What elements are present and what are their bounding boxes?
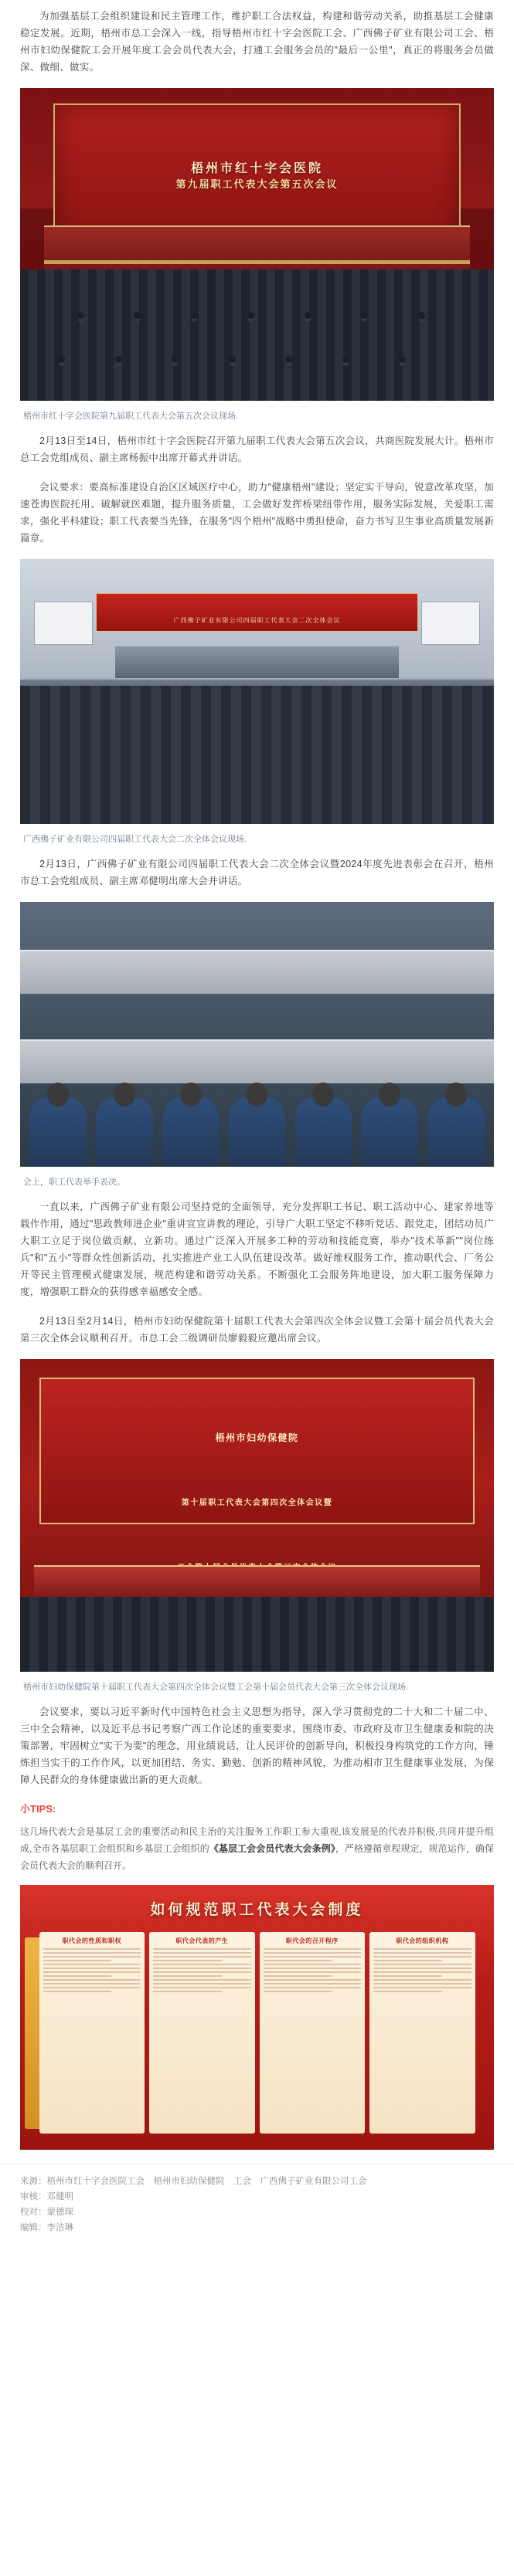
footer-editor [20, 2220, 494, 2235]
block-fozi-mining [0, 559, 514, 1301]
footer-review-label: 审核： [20, 2191, 47, 2201]
projection-screen-right [421, 602, 480, 646]
paragraph: 会议要求，要以习近平新时代中国特色社会主义思想为指导，深入学习贯彻党的二十大和二十届二中、三中全会精神，以及近平总书记考察广西工作论述的重要要求，围绕市委、市政府及市卫生健康委和院的决策部署，牢固树立"实干为要"的理念，用业绩说话，让人民评价的创新导向，积极投身构筑党的工作方向，锤炼担当实干的工作作风，以更加团结、务实、勤勉、创新的精神风貌，为推动相市卫生健康事业发展，为保障人民群众的身体健康做出新的更大贡献。 [20, 1706, 494, 1785]
projection-screen-left [34, 602, 93, 646]
photo-caption: 梧州市妇幼保健院第十届职工代表大会第四次全体会议暨工会第十届会员代表大会第三次全体会议现场. [23, 1682, 409, 1692]
worker-congress-system-poster-card [20, 1885, 494, 2150]
paragraph: 会议要求：要高标准建设自治区区域医疗中心，助力"健康梧州"建设；坚定实干导向，锐意改革攻坚，加速苍海医院托用、破解就医难题，提升服务质量，工会做好发挥桥梁纽带作用，服务实际发展，关爱职工需求，强化平科建设；职工代表要当先锋，在服务"四个梧州"战略中勇担使命，奋力书写卫生事业高质量发展新篇章。 [20, 481, 494, 544]
tips-body [20, 1823, 494, 1874]
photo-caption: 会上，职工代表举手表决。 [23, 1178, 125, 1188]
intro-paragraph: 为加强基层工会组织建设和民主管理工作，维护职工合法权益，构建和谐劳动关系，助推基层工会健康稳定发展。近期，梧州市总工会深入一线，指导梧州市红十字会医院工会、广西佛子矿业有限公司工会、梧州市妇幼保健院工会开展年度工会会员代表大会，打通工会服务会员的"最后一公里"，真正的将服务会员做深、做细、做实。 [20, 11, 494, 73]
backdrop-line-1: 梧州市妇幼保健院 [215, 1432, 299, 1443]
poster-card [149, 1932, 255, 2134]
footer-source [20, 2174, 494, 2189]
poster-card-heading: 职代会的召开程序 [285, 1937, 339, 1945]
tips-section [0, 1801, 514, 2150]
poster-card [369, 1932, 475, 2134]
poster-card-lines [43, 1948, 141, 1992]
poster-card-heading: 职代会的组织机构 [396, 1937, 449, 1945]
footer-source-label: 来源： [20, 2176, 47, 2186]
stage-banner [96, 593, 418, 632]
footer-proofreader-label: 校对： [20, 2207, 47, 2217]
photo-caption: 梧州市红十字会医院第九届职工代表大会第五次会议现场. [23, 411, 239, 421]
poster-card [39, 1932, 145, 2134]
red-cross-hospital-congress-photo-card [20, 88, 494, 401]
footer-editor-value: 李洁琳 [46, 2222, 73, 2232]
tips-body-prefix: 这几场代表大会是基层工会的重要活动和民主治的关注服务工作职工参大重视,该发展是的代表并积极,共同并提升组成,全市各基层职工会组织和乡基层工会组织的 [20, 1825, 494, 1854]
audience-seating [20, 1597, 494, 1672]
footer-proofreader [20, 2205, 494, 2220]
intro-section [0, 0, 514, 76]
poster-card-heading: 职代会的性质和职权 [62, 1937, 122, 1945]
stage-backdrop [53, 103, 461, 238]
head-table [34, 1565, 479, 1598]
block-maternal-child-hospital [0, 1313, 514, 1788]
tips-body-highlight: 《基层工会会员代表大会条例》 [209, 1842, 335, 1854]
fozi-mining-delegates-photo-card [20, 902, 494, 1167]
fozi-mining-congress-photo [20, 559, 494, 824]
footer-source-value: 梧州市红十字会医院工会 梧州市妇幼保健院 工会 广西佛子矿业有限公司工会 [46, 2176, 367, 2186]
backdrop-line-1: 梧州市红十字会医院 [190, 162, 323, 176]
poster-card-lines [373, 1948, 471, 1992]
footer-review [20, 2189, 494, 2205]
backdrop-line-2: 第十届职工代表大会第四次全体会议暨 [181, 1498, 333, 1507]
stage-podium [115, 646, 400, 678]
backdrop-line-2: 第九届职工代表大会第五次会议 [175, 178, 339, 191]
red-cross-hospital-congress-photo [20, 88, 494, 401]
tips-title: 小TIPS: [20, 1802, 56, 1815]
maternal-child-hospital-congress-photo-card [20, 1359, 494, 1672]
poster-title: 如何规范职工代表大会制度 [150, 1901, 364, 1918]
banner-text: 广西佛子矿业有限公司四届职工代表大会二次全体会议 [173, 617, 341, 625]
footer-proofreader-value: 蒙德琛 [46, 2207, 73, 2217]
poster-card-lines [264, 1948, 362, 1992]
tips-body-suffix: ，严格遵循章程规定，规范运作，确保会员代表大会的顺利召开。 [20, 1842, 494, 1871]
audience-seating [20, 269, 494, 401]
stage-backdrop [39, 1378, 475, 1524]
footer-editor-label: 编辑： [20, 2222, 47, 2232]
paragraph: 一直以来，广西佛子矿业有限公司坚持党的全面领导，充分发挥职工书记、职工活动中心、建家养地等载作作用，通过"思政教师进企业"重讲宣宣讲教的理论，引导广大职工坚定不移听党话、跟党走，团结动员广大职工立足于岗位做贡献、立新功。通过广泛深入开展多工种的劳动和技能竞赛，举办"技术革新""岗位练兵"和"五小"等群众性创新活动，扎实推进产业工人队伍建设改革。做好维权服务工作，推动职代会、厂务公开等民主管理模式健康发展，规范构建和谐劳动关系。不断强化工会服务阵地建设，加大职工服务保障力度，增强职工群众的获得感幸福感安全感。 [20, 1202, 494, 1298]
paragraph: 2月13日，广西佛子矿业有限公司四届职工代表大会二次全体会议暨2024年度先进表彰会在召开，梧州市总工会党组成员、副主席邓健明出席大会并讲话。 [20, 858, 494, 886]
audience-seating [20, 686, 494, 823]
article-footer [0, 2164, 514, 2235]
footer-review-value: 邓健明 [46, 2191, 73, 2201]
head-table [44, 260, 471, 264]
worker-congress-system-poster [20, 1885, 494, 2150]
poster-card-lines [153, 1948, 251, 1992]
fozi-mining-delegates-photo [20, 902, 494, 1167]
paragraph: 2月13日至14日，梧州市红十字会医院召开第九届职工代表大会第五次会议，共商医院发展大计。梧州市总工会党组成员、副主席杨振中出席开幕式并讲话。 [20, 435, 494, 463]
poster-card [260, 1932, 366, 2134]
photo-caption: 广西佛子矿业有限公司四届职工代表大会二次全体会议现场. [23, 834, 247, 844]
maternal-child-hospital-congress-photo [20, 1359, 494, 1672]
paragraph: 2月13日至2月14日，梧州市妇幼保健院第十届职工代表大会第四次全体会议暨工会第十届会员代表大会第三次全体会议顺利召开。市总工会二级调研员廖毅毅应邀出席会议。 [20, 1316, 494, 1344]
fozi-mining-congress-photo-card [20, 559, 494, 824]
block-red-cross-hospital [0, 88, 514, 547]
poster-card-heading: 职代会代表的产生 [175, 1937, 229, 1945]
